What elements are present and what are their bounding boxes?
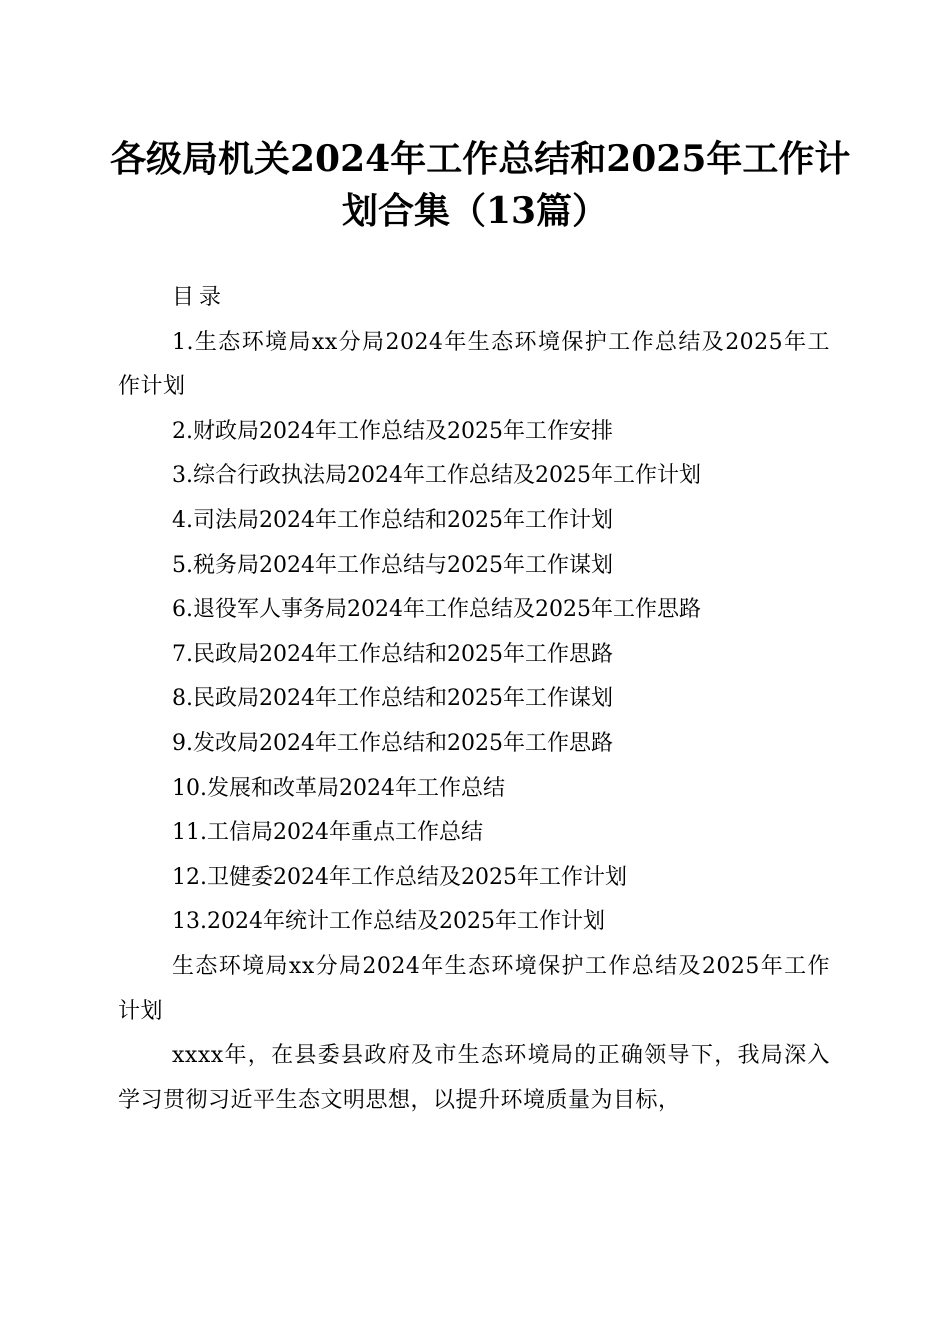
toc-item: 1.生态环境局xx分局2024年生态环境保护工作总结及2025年工作计划 (118, 329, 830, 400)
document-body (118, 276, 830, 1123)
toc-item: 9.发改局2024年工作总结和2025年工作思路 (172, 730, 613, 756)
toc-item: 11.工信局2024年重点工作总结 (172, 820, 483, 846)
toc-item: 6.退役军人事务局2024年工作总结及2025年工作思路 (172, 597, 701, 623)
toc-item: 12.卫健委2024年工作总结及2025年工作计划 (172, 864, 627, 890)
section-title: 生态环境局xx分局2024年生态环境保护工作总结及2025年工作计划 (118, 953, 830, 1024)
toc-item: 10.发展和改革局2024年工作总结 (172, 775, 505, 801)
document-title-line-2: 划合集（13篇） (341, 190, 609, 232)
toc-item: 8.民政局2024年工作总结和2025年工作谋划 (172, 686, 613, 712)
toc-item: 4.司法局2024年工作总结和2025年工作计划 (172, 507, 613, 533)
toc-item: 5.税务局2024年工作总结与2025年工作谋划 (172, 552, 613, 578)
toc-item: 7.民政局2024年工作总结和2025年工作思路 (172, 641, 613, 667)
toc-item: 2.财政局2024年工作总结及2025年工作安排 (172, 418, 613, 444)
toc-item: 3.综合行政执法局2024年工作总结及2025年工作计划 (172, 463, 701, 489)
document-title-line-1: 各级局机关2024年工作总结和2025年工作计 (110, 138, 851, 180)
toc-item: 13.2024年统计工作总结及2025年工作计划 (172, 909, 605, 935)
toc-heading: 目录 (172, 285, 227, 310)
document-title (110, 133, 851, 237)
intro-paragraph: xxxx年，在县委县政府及市生态环境局的正确领导下，我局深入学习贯彻习近平生态文明思想，以提升环境质量为目标， (118, 1043, 830, 1113)
